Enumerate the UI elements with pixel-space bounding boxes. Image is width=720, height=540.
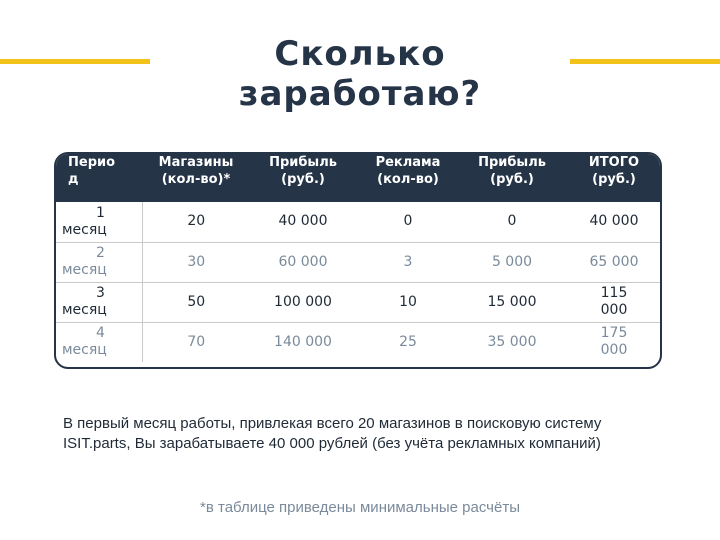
- period-cell: [56, 242, 142, 282]
- page-title: Сколько заработаю?: [238, 34, 482, 114]
- profit-cell: 100 000: [250, 282, 356, 322]
- period-number: 4: [96, 325, 105, 342]
- ad-profit-cell: 15 000: [460, 282, 564, 322]
- table-row: [56, 202, 662, 242]
- table-row: [56, 322, 662, 362]
- period-cell: [56, 282, 142, 322]
- header-ads: [356, 154, 460, 202]
- total-cell: 40 000: [564, 202, 662, 242]
- header-ad-profit: [460, 154, 564, 202]
- title-row: [0, 34, 720, 114]
- table-header-row: [56, 154, 662, 202]
- period-number: 2: [96, 245, 105, 261]
- title-accent-line-right: [570, 59, 720, 64]
- header-ads-label: Реклама (кол-во): [375, 155, 441, 187]
- shops-cell: 70: [187, 333, 206, 350]
- explanation-note: В первый месяц работы, привлекая всего 20 магазинов в поисковую систему ISIT.parts, Вы зарабатываете 40 000 рублей (без учёта рекламных компаний): [63, 415, 602, 452]
- ads-cell: 0: [356, 202, 460, 242]
- ad-profit-cell: 35 000: [487, 333, 537, 350]
- period-unit: месяц: [62, 262, 107, 278]
- header-period-label: Перио д: [68, 155, 116, 187]
- profit-cell: 40 000: [250, 202, 356, 242]
- header-total-label: ИТОГО (руб.): [588, 155, 640, 187]
- header-total: [564, 154, 662, 202]
- header-shops-label: Магазины (кол-во)*: [158, 155, 234, 187]
- table-row: [56, 242, 662, 282]
- period-cell: [56, 322, 142, 362]
- period-unit: месяц: [62, 221, 107, 238]
- ad-profit-cell: 0: [460, 202, 564, 242]
- shops-cell: 50: [142, 282, 250, 322]
- earnings-table: [54, 152, 662, 369]
- header-period: [56, 154, 142, 202]
- ad-profit-cell: 5 000: [460, 242, 564, 282]
- total-cell: 65 000: [564, 242, 662, 282]
- profit-cell: 140 000: [274, 333, 332, 350]
- header-shops: [142, 154, 250, 202]
- ads-cell: 3: [356, 242, 460, 282]
- shops-cell: 20: [142, 202, 250, 242]
- total-cell: 115 000: [564, 282, 662, 322]
- footnote: *в таблице приведены минимальные расчёты: [200, 499, 520, 516]
- header-profit: [250, 154, 356, 202]
- header-profit-label: Прибыль (руб.): [269, 155, 337, 187]
- total-cell: 175 000: [600, 325, 628, 359]
- title-accent-line-left: [0, 59, 150, 64]
- shops-cell: 30: [142, 242, 250, 282]
- header-ad-profit-label: Прибыль (руб.): [478, 155, 546, 187]
- period-unit: месяц: [62, 302, 107, 318]
- period-number: 3: [96, 285, 105, 301]
- ads-cell: 10: [356, 282, 460, 322]
- period-unit: месяц: [62, 342, 107, 359]
- period-cell: [56, 202, 142, 242]
- table-row: [56, 282, 662, 322]
- ads-cell: 25: [399, 333, 417, 350]
- period-number: 1: [96, 204, 105, 221]
- profit-cell: 60 000: [250, 242, 356, 282]
